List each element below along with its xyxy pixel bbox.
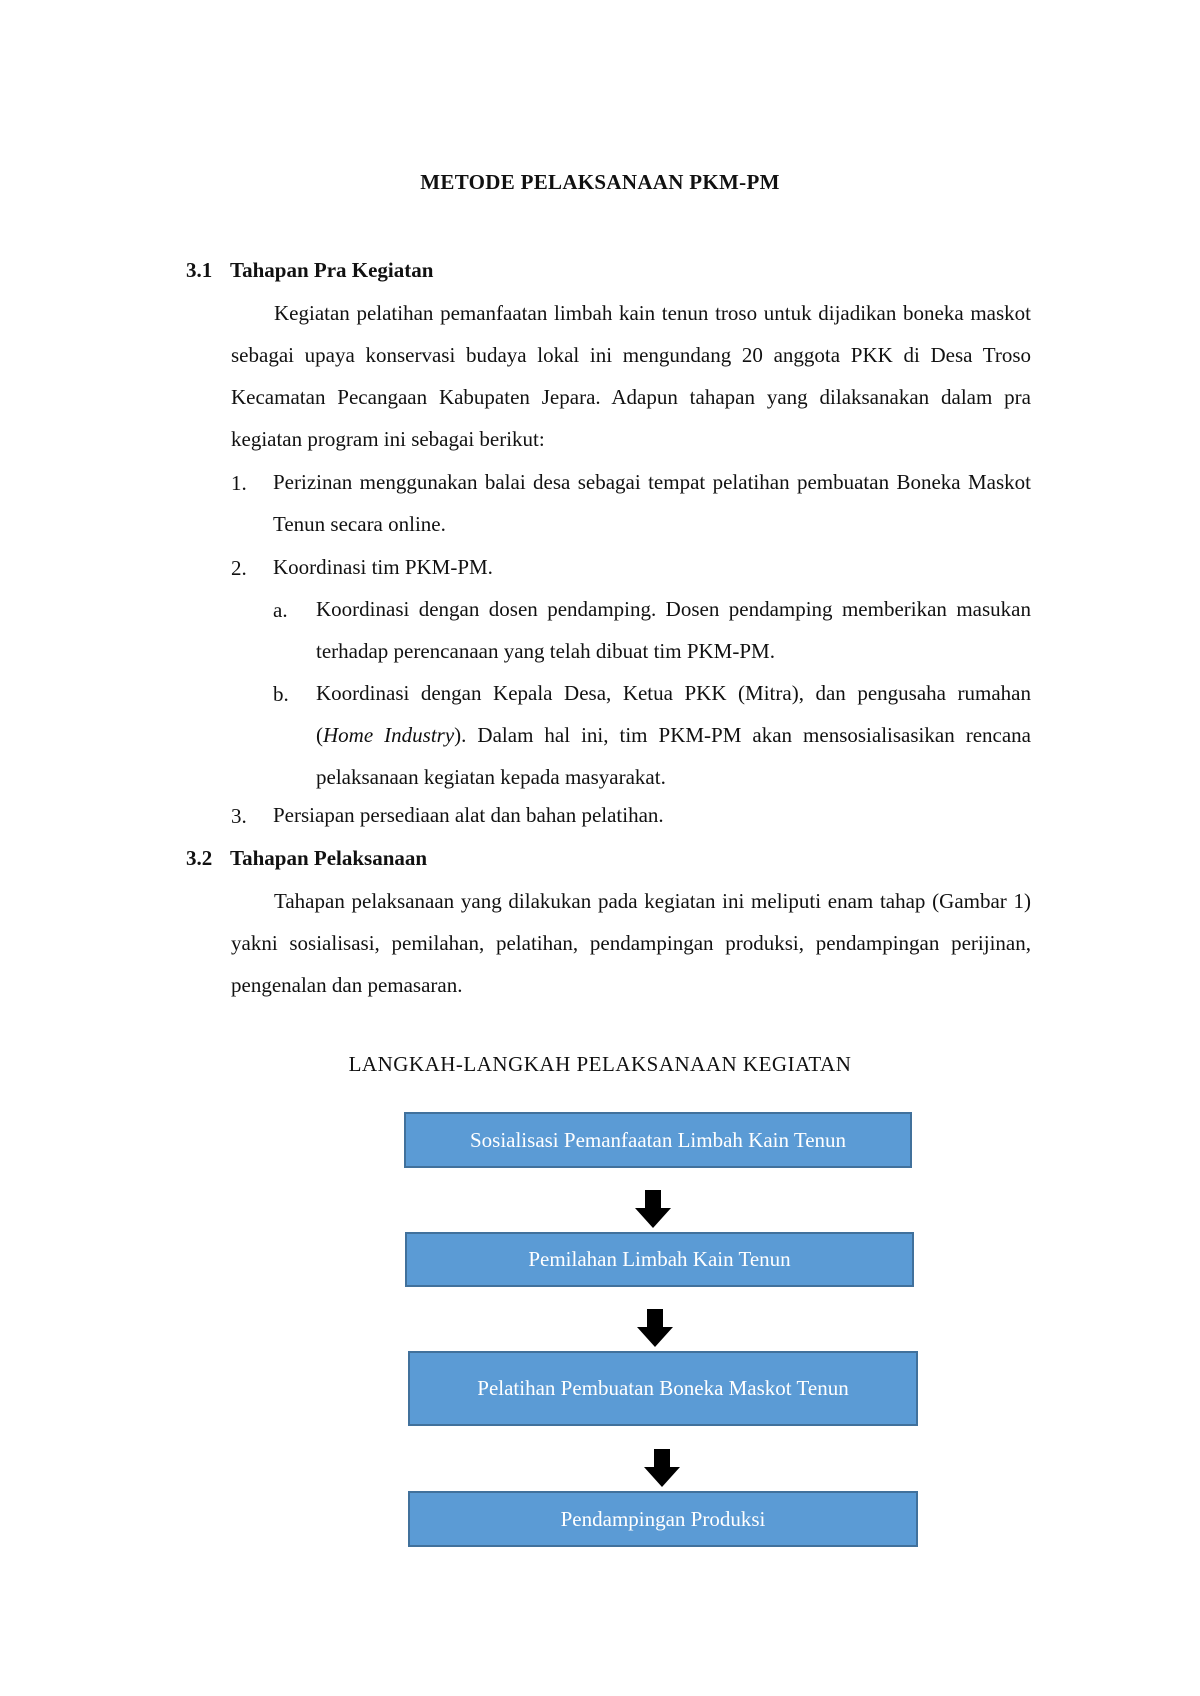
- section-intro-paragraph: Tahapan pelaksanaan yang dilakukan pada kegiatan ini meliputi enam tahap (Gambar 1) yakni sosialisasi, pemilahan, pelatihan, pendampingan produksi, pendampingan perijinan, pengenalan dan pemasaran.: [231, 889, 1031, 997]
- down-arrow-icon: [637, 1309, 673, 1349]
- flowchart-step-box: Pelatihan Pembuatan Boneka Maskot Tenun: [408, 1351, 918, 1426]
- list-item-text: Persiapan persediaan alat dan bahan pelatihan.: [273, 803, 664, 827]
- flowchart-step-box: Sosialisasi Pemanfaatan Limbah Kain Tenun: [404, 1112, 912, 1168]
- down-arrow-icon: [644, 1449, 680, 1489]
- sublist-letter: b.: [273, 682, 289, 706]
- list-item-text: Perizinan menggunakan balai desa sebagai tempat pelatihan pembuatan Boneka Maskot Tenun secara online.: [273, 470, 1031, 536]
- sublist-text-part: Koordinasi dengan Kepala Desa, Ketua PKK (Mitra), dan pengusaha rumahan (: [316, 681, 1031, 747]
- section-title: Tahapan Pelaksanaan: [230, 846, 428, 870]
- section-title: Tahapan Pra Kegiatan: [230, 258, 434, 282]
- sublist-text-part: ). Dalam hal ini, tim PKM-PM akan mensosialisasikan rencana pelaksanaan kegiatan kepada masyarakat.: [316, 723, 1031, 789]
- sublist-item-text: Koordinasi dengan dosen pendamping. Dosen pendamping memberikan masukan terhadap perencanaan yang telah dibuat tim PKM-PM.: [316, 597, 1031, 663]
- section-number: 3.1: [186, 258, 213, 282]
- sublist-text-italic: Home Industry: [323, 723, 455, 747]
- flowchart-step-box: Pemilahan Limbah Kain Tenun: [405, 1232, 914, 1287]
- sublist-letter: a.: [273, 598, 288, 622]
- section-number: 3.2: [186, 846, 213, 870]
- list-number: 1.: [231, 471, 247, 495]
- flowchart-title: LANGKAH-LANGKAH PELAKSANAAN KEGIATAN: [348, 1052, 852, 1076]
- section-heading-3-2: [186, 846, 427, 871]
- page-title: METODE PELAKSANAAN PKM-PM: [420, 170, 780, 194]
- list-number: 3.: [231, 804, 247, 828]
- down-arrow-icon: [635, 1190, 671, 1230]
- list-item-text: Koordinasi tim PKM-PM.: [273, 555, 493, 579]
- section-heading-3-1: [186, 258, 433, 283]
- list-number: 2.: [231, 556, 247, 580]
- flowchart-step-box: Pendampingan Produksi: [408, 1491, 918, 1547]
- sublist-item-text: [316, 672, 1031, 798]
- section-intro-paragraph: Kegiatan pelatihan pemanfaatan limbah kain tenun troso untuk dijadikan boneka maskot sebagai upaya konservasi budaya lokal ini mengundang 20 anggota PKK di Desa Troso Kecamatan Pecangaan Kabupaten Jepara. Adapun tahapan yang dilaksanakan dalam pra kegiatan program ini sebagai berikut:: [231, 301, 1031, 451]
